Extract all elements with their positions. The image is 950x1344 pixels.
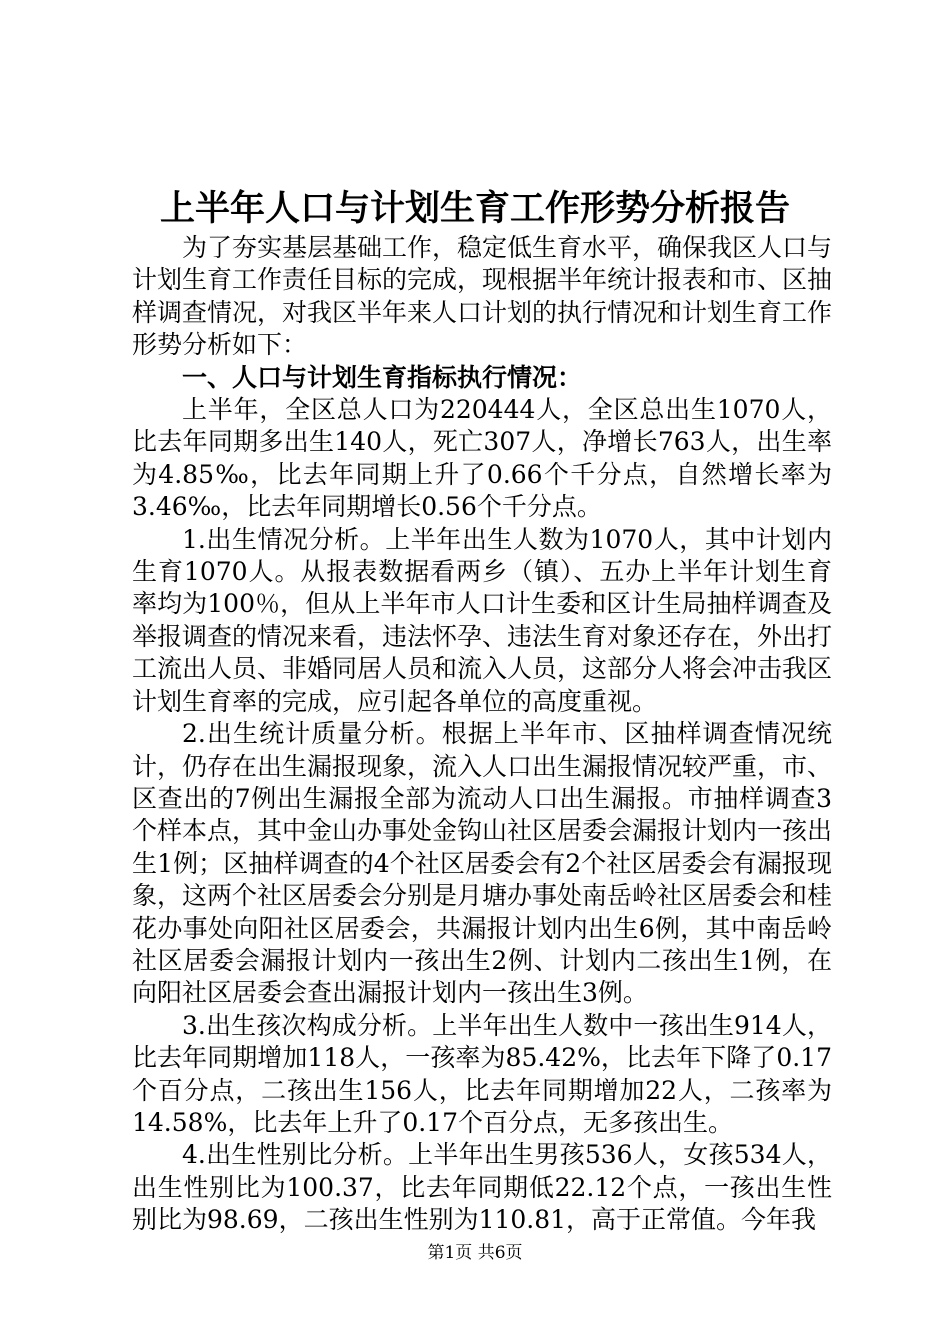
summary-paragraph: 上半年，全区总人口为220444人，全区总出生1070人，比去年同期多出生140人，死亡307人，净增长763人，出生率为4.85‰，比去年同期上升了0.66个千分点，自然增长率为3.46‰，比去年同期增长0.56个千分点。 xyxy=(132,395,832,522)
statistics-quality-paragraph: 2.出生统计质量分析。根据上半年市、区抽样调查情况统计，仍存在出生漏报现象，流入人口出生漏报情况较严重，市、区查出的7例出生漏报全部为流动人口出生漏报。市抽样调查3个样本点，其中金山办事处金钩山社区居委会漏报计划内一孩出生1例；区抽样调查的4个社区居委会有2个社区居委会有漏报现象，这两个社区居委会分别是月塘办事处南岳岭社区居委会和桂花办事处向阳社区居委会，共漏报计划内出生6例，其中南岳岭社区居委会漏报计划内一孩出生2例、计划内二孩出生1例，在向阳社区居委会查出漏报计划内一孩出生3例。 xyxy=(132,719,833,1008)
birth-analysis-paragraph: 1.出生情况分析。上半年出生人数为1070人，其中计划内生育1070人。从报表数据看两乡（镇）、五办上半年计划生育率均为100％，但从上半年市人口计生委和区计生局抽样调查及举报调查的情况来看，违法怀孕、违法生育对象还存在，外出打工流出人员、非婚同居人员和流入人员，这部分人将会冲击我区计划生育率的完成，应引起各单位的高度重视。 xyxy=(132,524,833,716)
birth-order-paragraph: 3.出生孩次构成分析。上半年出生人数中一孩出生914人，比去年同期增加118人，一孩率为85.42%，比去年下降了0.17个百分点，二孩出生156人，比去年同期增加22人，二孩率为14.58%，比去年上升了0.17个百分点，无多孩出生。 xyxy=(132,1010,832,1137)
page-number-footer: 第1页 共6页 xyxy=(427,1243,523,1263)
sex-ratio-paragraph: 4.出生性别比分析。上半年出生男孩536人，女孩534人，出生性别比为100.37，比去年同期低22.12个点，一孩出生性别比为98.69，二孩出生性别为110.81，高于正常值。今年我 xyxy=(132,1140,832,1235)
document-title: 上半年人口与计划生育工作形势分析报告 xyxy=(159,188,790,229)
intro-paragraph: 为了夯实基层基础工作，稳定低生育水平，确保我区人口与计划生育工作责任目标的完成，现根据半年统计报表和市、区抽样调查情况，对我区半年来人口计划的执行情况和计划生育工作形势分析如下： xyxy=(132,233,833,360)
section-heading-1: 一、人口与计划生育指标执行情况： xyxy=(182,362,583,392)
document-body xyxy=(132,232,832,1237)
